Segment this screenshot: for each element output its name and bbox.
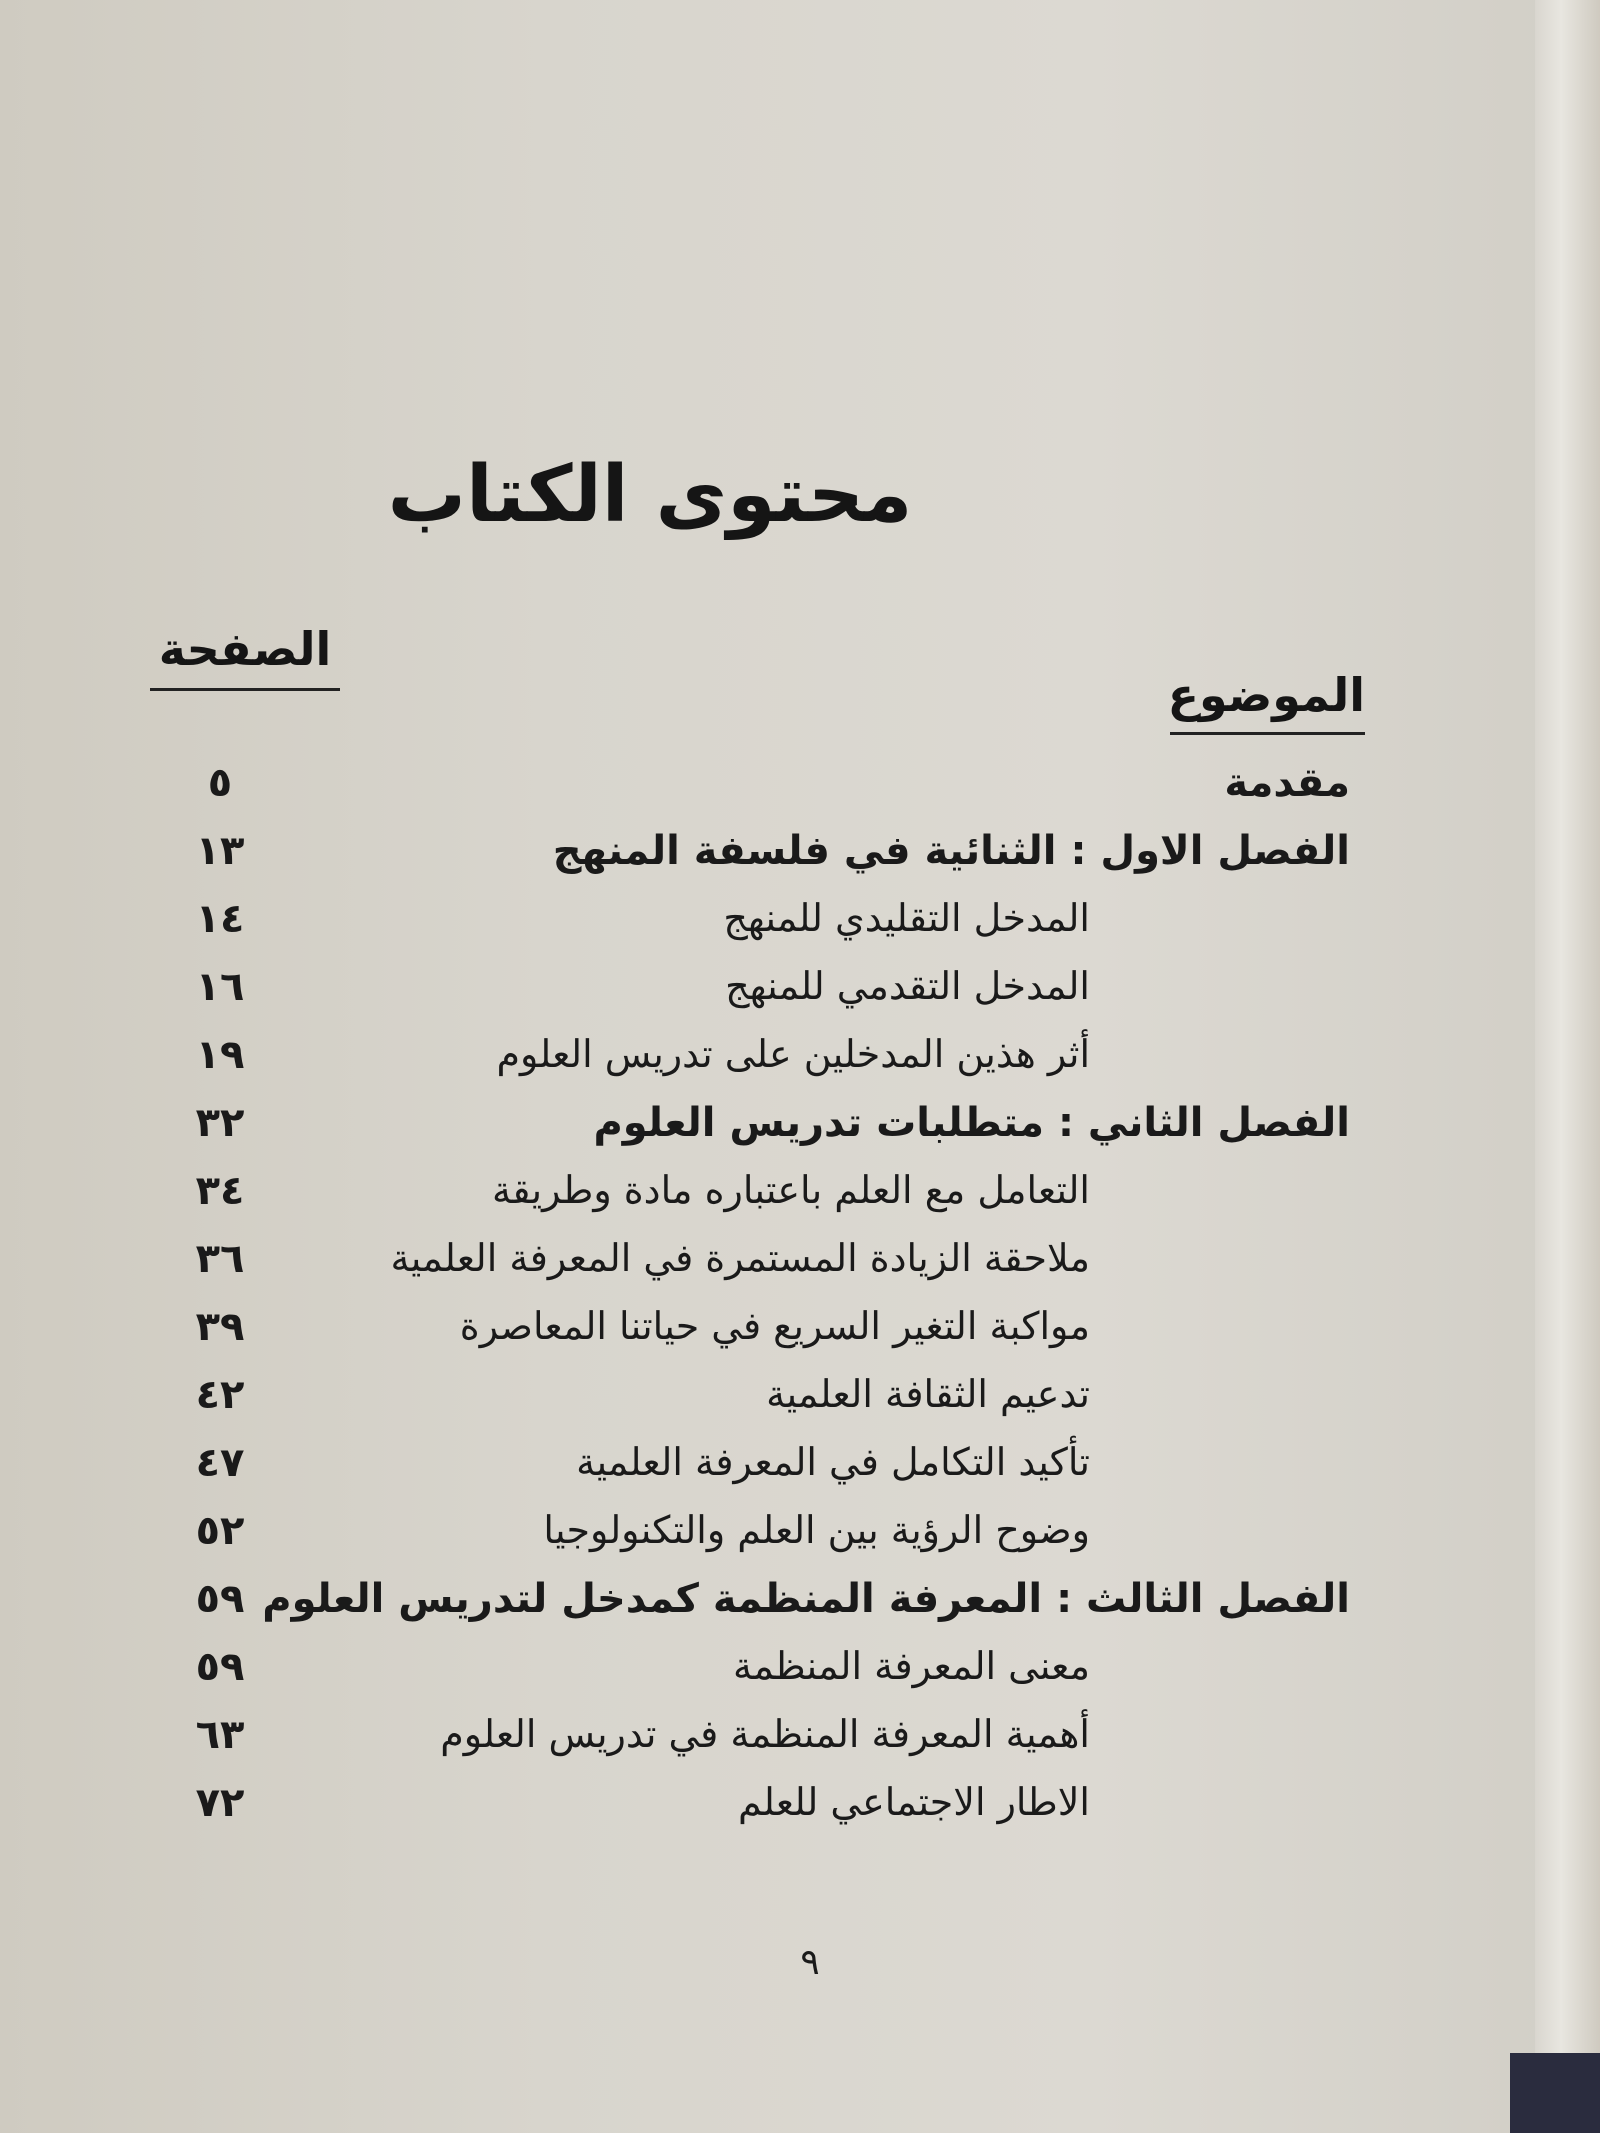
toc-page-number: ١٤ (195, 896, 245, 942)
toc-chapter-title: الفصل الثالث : المعرفة المنظمة كمدخل لتدريس العلوم (262, 1576, 1350, 1622)
book-cover-corner (1510, 2053, 1600, 2133)
toc-chapter-title: الفصل الثاني : متطلبات تدريس العلوم (593, 1100, 1350, 1146)
toc-page-number: ٤٢ (195, 1372, 245, 1418)
toc-section-title: ملاحقة الزيادة المستمرة في المعرفة العلمية (390, 1236, 1090, 1280)
toc-section-title: معنى المعرفة المنظمة (732, 1644, 1090, 1688)
toc-entry (140, 1236, 1350, 1302)
toc-section-title: أهمية المعرفة المنظمة في تدريس العلوم (440, 1712, 1090, 1756)
toc-entry (140, 896, 1350, 962)
toc-section-title: المدخل التقليدي للمنهج (723, 896, 1090, 940)
page-number: ٩ (800, 1942, 820, 1983)
toc-page-number: ٥٩ (195, 1644, 245, 1690)
toc-page-number: ٣٩ (195, 1304, 245, 1350)
toc-page-number: ١٣ (195, 828, 245, 874)
toc-entry (140, 1304, 1350, 1370)
toc-section-title: أثر هذين المدخلين على تدريس العلوم (496, 1032, 1090, 1076)
toc-page-number: ٣٦ (195, 1236, 245, 1282)
page-edge (1535, 0, 1600, 2133)
toc-entry (140, 1508, 1350, 1574)
page-title: محتوى الكتاب (387, 450, 913, 540)
toc-section-title: التعامل مع العلم باعتباره مادة وطريقة (491, 1168, 1090, 1212)
toc-page-number: ٧٢ (195, 1780, 245, 1826)
toc-page-number: ٥٢ (195, 1508, 245, 1554)
toc-entry (140, 1644, 1350, 1710)
toc-entry (140, 1576, 1350, 1642)
topic-column-header: الموضوع (1170, 668, 1365, 735)
page-column-header: الصفحة (150, 622, 340, 691)
toc-chapter-title: الفصل الاول : الثنائية في فلسفة المنهج (552, 828, 1350, 874)
toc-section-title: الاطار الاجتماعي للعلم (737, 1780, 1090, 1824)
toc-entry (140, 964, 1350, 1030)
toc-entry (140, 1780, 1350, 1846)
toc-entry (140, 1100, 1350, 1166)
toc-section-title: تدعيم الثقافة العلمية (766, 1372, 1090, 1416)
toc-entry (140, 760, 1350, 826)
toc-section-title: مواكبة التغير السريع في حياتنا المعاصرة (459, 1304, 1090, 1348)
toc-section-title: المدخل التقدمي للمنهج (725, 964, 1090, 1008)
toc-page-number: ٣٤ (195, 1168, 245, 1214)
toc-page-number: ٦٣ (195, 1712, 245, 1758)
toc-page-number: ٤٧ (195, 1440, 245, 1486)
toc-page-number: ٥ (207, 760, 233, 806)
toc-chapter-title: مقدمة (1224, 760, 1350, 806)
toc-entry (140, 1440, 1350, 1506)
toc-section-title: وضوح الرؤية بين العلم والتكنولوجيا (543, 1508, 1090, 1552)
toc-entry (140, 1168, 1350, 1234)
toc-entry (140, 1032, 1350, 1098)
toc-section-title: تأكيد التكامل في المعرفة العلمية (576, 1440, 1090, 1484)
toc-page-number: ٣٢ (195, 1100, 245, 1146)
toc-page-number: ٥٩ (195, 1576, 245, 1622)
toc-entry (140, 1712, 1350, 1778)
toc-entry (140, 1372, 1350, 1438)
toc-page-number: ١٩ (195, 1032, 245, 1078)
toc-page-number: ١٦ (195, 964, 245, 1010)
toc-entry (140, 828, 1350, 894)
